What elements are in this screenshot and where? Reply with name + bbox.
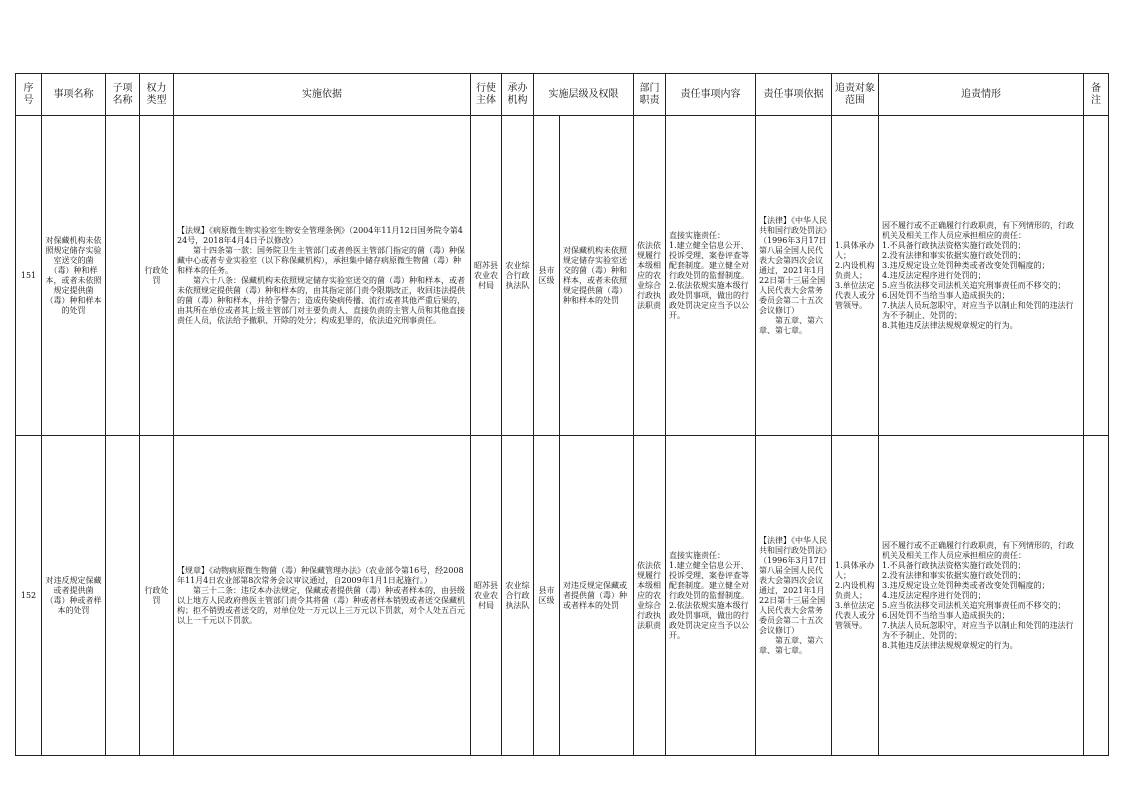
- header-basis: 实施依据: [174, 74, 471, 116]
- cell-subject: 昭苏县农业农村局: [471, 436, 502, 756]
- cell-remark: [1084, 436, 1109, 756]
- header-name: 事项名称: [42, 74, 106, 116]
- cell-basis: 【规章】《动物病原微生物菌（毒）种保藏管理办法》（农业部令第16号，经2008年11月4日农业部第8次常务会议审议通过，自2009年1月1日起施行。） 第三十二条：违反本办法规定，保藏或者提供菌（毒）种或者样本的，由县级以上地方人民政府兽医主管部门责令其将菌（毒）种或者样本销毁或者送交保藏机构；拒不销毁或者送交的，对单位处一万元以上三万元以下罚款，对个人处五百元以上一千元以下罚款。: [174, 436, 471, 756]
- cell-agency: 农业综合行政执法队: [502, 116, 534, 436]
- header-remark: 备注: [1084, 74, 1109, 116]
- cell-level: 县市区级: [534, 116, 560, 436]
- header-subject: 行使主体: [471, 74, 502, 116]
- header-acc-cases: 追责情形: [879, 74, 1084, 116]
- cell-dept: 依法依规履行本级相应的农业综合行政执法职责: [634, 116, 666, 436]
- table-row: [16, 116, 1109, 436]
- cell-acc-cases: 因不履行或不正确履行行政职责，有下列情形的，行政机关及相关工作人员应承担相应的责任： 1.不具备行政执法资格实施行政处罚的； 2.没有法律和事实依据实施行政处罚的； 3.违反规定设立处罚种类或者改变处罚幅度的； 4.违反法定程序进行处罚的； 5.应当依法移交司法机关追究刑事责任而不移交的； 6.因处罚不当给当事人造成损失的； 7.执法人员玩忽职守，对应当予以制止和处罚的违法行为不予制止、处罚的； 8.其他违反法律法规规章规定的行为。: [879, 116, 1084, 436]
- header-resp-content: 责任事项内容: [666, 74, 756, 116]
- cell-seq: 151: [16, 116, 42, 436]
- cell-name: 对保藏机构未依照规定储存实验室送交的菌（毒）种和样本，或者未依照规定提供菌（毒）种和样本的处罚: [42, 116, 106, 436]
- cell-resp-basis: 【法律】《中华人民共和国行政处罚法》（1996年3月17日第八届全国人民代表大会第四次会议通过，2021年1月22日第十三届全国人民代表大会常务委员会第二十五次会议修订） 第五章、第六章、第七章。: [756, 116, 832, 436]
- table-row: [16, 436, 1109, 756]
- cell-name: 对违反规定保藏或者提供菌（毒）种或者样本的处罚: [42, 436, 106, 756]
- cell-seq: 152: [16, 436, 42, 756]
- header-acc-scope: 追责对象范围: [832, 74, 879, 116]
- cell-acc-cases: 因不履行或不正确履行行政职责，有下列情形的，行政机关及相关工作人员应承担相应的责任： 1.不具备行政执法资格实施行政处罚的； 2.没有法律和事实依据实施行政处罚的； 3.违反规定设立处罚种类或者改变处罚幅度的； 4.违反法定程序进行处罚的； 5.应当依法移交司法机关追究刑事责任而不移交的； 6.因处罚不当给当事人造成损失的； 7.执法人员玩忽职守，对应当予以制止和处罚的违法行为不予制止、处罚的； 8.其他违反法律法规规章规定的行为。: [879, 436, 1084, 756]
- header-seq: 序号: [16, 74, 42, 116]
- cell-level: 县市区级: [534, 436, 560, 756]
- cell-resp-content: 直接实施责任： 1.建立健全信息公开、投诉受理、案卷评查等配套制度。建立健全对行政处罚的监督制度。 2.依法依规实施本级行政处罚事项，做出的行政处罚决定应当予以公开。: [666, 116, 756, 436]
- header-level: 实施层级及权限: [534, 74, 634, 116]
- cell-power: 行政处罚: [140, 436, 174, 756]
- cell-resp-basis: 【法律】《中华人民共和国行政处罚法》（1996年3月17日第八届全国人民代表大会第四次会议通过，2021年1月22日第十三届全国人民代表大会常务委员会第二十五次会议修订） 第五章、第六章、第七章。: [756, 436, 832, 756]
- cell-authority: 对违反规定保藏或者提供菌（毒）种或者样本的处罚: [560, 436, 634, 756]
- cell-resp-content: 直接实施责任： 1.建立健全信息公开、投诉受理、案卷评查等配套制度。建立健全对行政处罚的监督制度。 2.依法依规实施本级行政处罚事项，做出的行政处罚决定应当予以公开。: [666, 436, 756, 756]
- cell-remark: [1084, 116, 1109, 436]
- cell-sub: [106, 116, 140, 436]
- cell-dept: 依法依规履行本级相应的农业综合行政执法职责: [634, 436, 666, 756]
- cell-basis: 【法规】《病原微生物实验室生物安全管理条例》（2004年11月12日国务院令第424号，2018年4月4日予以修改） 第十四条第一款：国务院卫生主管部门或者兽医主管部门指定的菌（毒）种保藏中心或者专业实验室（以下称保藏机构），承担集中储存病原微生物菌（毒）种和样本的任务。 第六十八条：保藏机构未依照规定储存实验室送交的菌（毒）种和样本，或者未依照规定提供菌（毒）种和样本的，由其指定部门责令限期改正，收回违法提供的菌（毒）种和样本，并给予警告；造成传染病传播、流行或者其他严重后果的，由其所在单位或者其上级主管部门对主要负责人、直接负责的主管人员和其他直接责任人员，依法给予撤职、开除的处分；构成犯罪的，依法追究刑事责任。: [174, 116, 471, 436]
- cell-acc-scope: 1.具体承办人； 2.内设机构负责人； 3.单位法定代表人或分管领导。: [832, 436, 879, 756]
- responsibility-table: [15, 73, 1109, 756]
- cell-power: 行政处罚: [140, 116, 174, 436]
- header-power: 权力类型: [140, 74, 174, 116]
- header-agency: 承办机构: [502, 74, 534, 116]
- header-dept: 部门职责: [634, 74, 666, 116]
- cell-sub: [106, 436, 140, 756]
- cell-subject: 昭苏县农业农村局: [471, 116, 502, 436]
- header-sub: 子项名称: [106, 74, 140, 116]
- table-header-row: [16, 74, 1109, 116]
- cell-authority: 对保藏机构未依照规定储存实验室送交的菌（毒）种和样本，或者未依照规定提供菌（毒）种和样本的处罚: [560, 116, 634, 436]
- header-resp-basis: 责任事项依据: [756, 74, 832, 116]
- cell-agency: 农业综合行政执法队: [502, 436, 534, 756]
- cell-acc-scope: 1.具体承办人； 2.内设机构负责人； 3.单位法定代表人或分管领导。: [832, 116, 879, 436]
